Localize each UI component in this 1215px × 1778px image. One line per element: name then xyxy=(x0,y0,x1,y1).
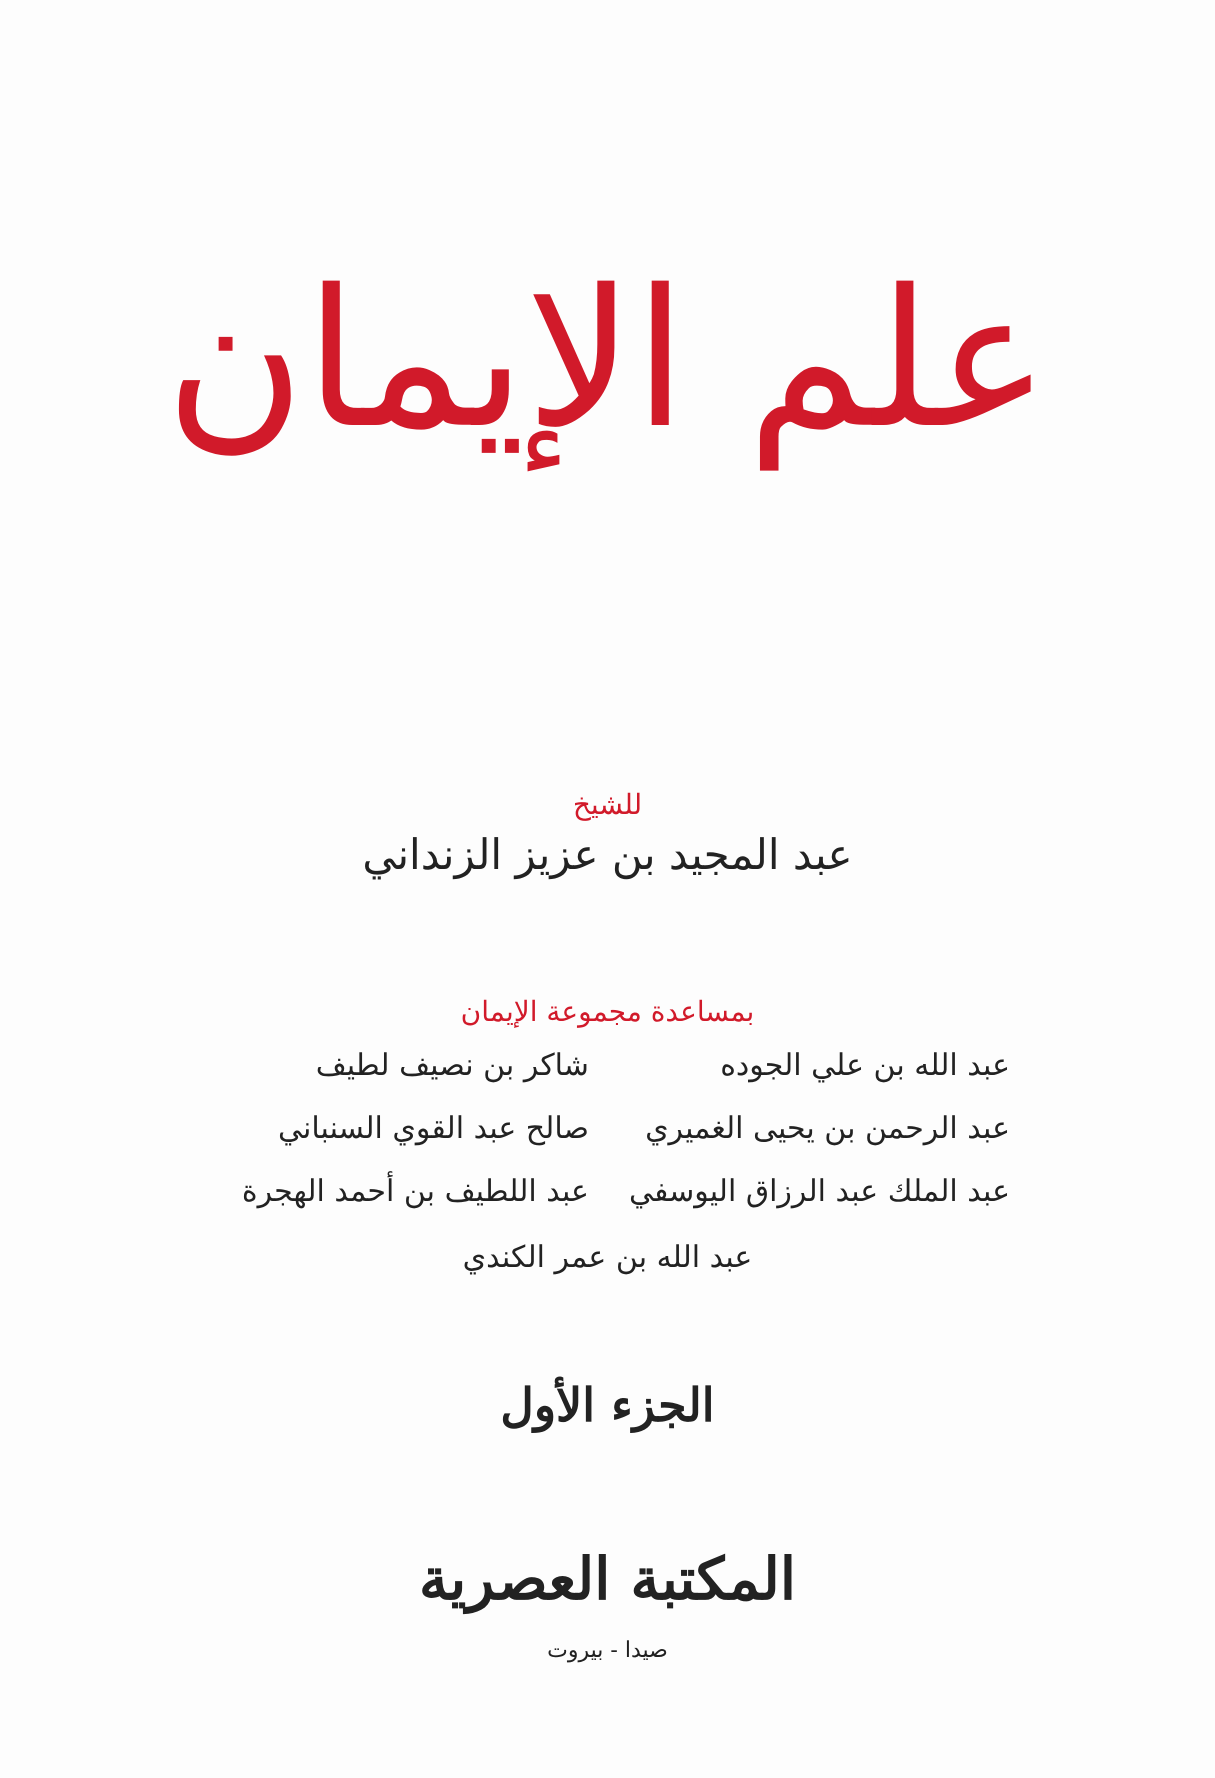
contributor-name: عبد اللطيف بن أحمد الهجرة xyxy=(241,1174,589,1209)
author-label: للشيخ xyxy=(572,788,643,821)
book-title: علم الإيمان xyxy=(165,249,1050,470)
contributor-name-last: عبد الله بن عمر الكندي xyxy=(462,1240,753,1275)
contributor-name: عبد الله بن علي الجوده xyxy=(720,1048,1010,1083)
author-name: عبد المجيد بن عزيز الزنداني xyxy=(362,830,853,879)
publisher-name: المكتبة العصرية xyxy=(419,1545,796,1613)
contributor-name: صالح عبد القوي السنباني xyxy=(278,1111,589,1146)
contributors-list xyxy=(240,1048,1010,1209)
contributor-name: عبد الرحمن بن يحيى الغميري xyxy=(645,1111,1010,1146)
assistance-label: بمساعدة مجموعة الإيمان xyxy=(460,995,755,1028)
publisher-city: صيدا - بيروت xyxy=(547,1638,668,1663)
volume-label: الجزء الأول xyxy=(500,1378,715,1432)
contributor-name: عبد الملك عبد الرزاق اليوسفي xyxy=(628,1174,1010,1209)
contributor-name: شاكر بن نصيف لطيف xyxy=(315,1048,589,1083)
